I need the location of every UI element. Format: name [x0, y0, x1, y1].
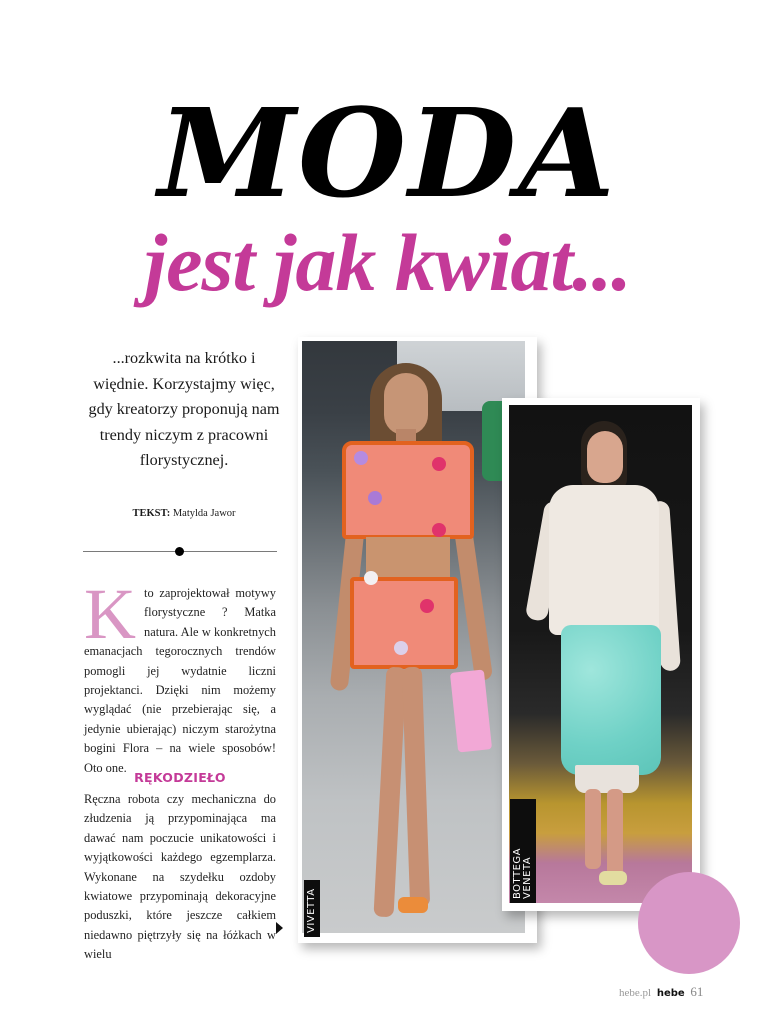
divider-dot: [175, 547, 184, 556]
page-footer: [619, 984, 703, 1000]
photo-bottega-veneta-image: [509, 405, 692, 903]
drop-cap: K: [84, 574, 136, 654]
headline-title: MODA: [158, 81, 617, 225]
headline-subtitle: jest jak kwiat...: [144, 217, 631, 308]
page-number: 61: [690, 984, 704, 999]
section-heading: RĘKODZIEŁO: [134, 770, 226, 785]
byline: [84, 508, 284, 519]
brand-tag-vivetta: VIVETTA: [304, 880, 320, 937]
lead-paragraph: ...rozkwita na krótko i więdnie. Korzystajmy więc, gdy kreatorzy proponują nam trendy niczym z pracowni florystycznej.: [88, 349, 280, 469]
photo-vivetta-image: [302, 341, 525, 933]
continue-arrow-icon: [276, 922, 283, 934]
byline-label: TEKST:: [132, 508, 171, 519]
footer-site: hebe.pl: [619, 987, 652, 999]
decorative-pink-circle: [638, 872, 740, 974]
section-body: Ręczna robota czy mechaniczna do złudzenia ją przypominająca ma dawać nam poczucie unikatowości i wyjątkowości każdego egzemplarza. Wykonane na szydełku ozdoby kwiatowe przypominają dekoracyjne poduszki, które jeszcze całkiem niedawno piętrzyły się na łóżkach w wielu: [84, 792, 276, 962]
footer-brand-logo: hebe: [656, 988, 685, 999]
byline-author: Matylda Jawor: [172, 508, 236, 519]
article-intro-text: to zaprojektował motywy florystyczne ? Matka natura. Ale w konkretnych emanacjach tegorocznych trendów pomogli jej wydatnie liczni projektanci. Dzięki nim możemy wyglądać (nie przebierając się, a jedynie ubierając) niczym starożytna bogini Flora – na wiele sposobów! Oto one.: [84, 586, 276, 775]
brand-tag-bottega-veneta: BOTTEGA VENETA: [510, 799, 536, 903]
article-intro: [84, 574, 276, 778]
